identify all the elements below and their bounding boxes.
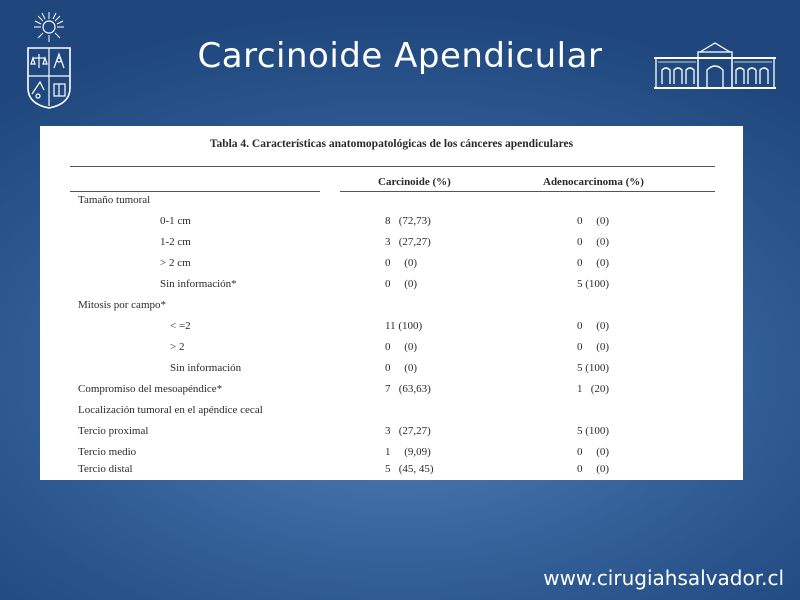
table-row	[40, 404, 743, 424]
adenocarcinoma-value: 5 (100)	[577, 425, 610, 437]
table-row	[40, 194, 743, 214]
table-row	[40, 299, 743, 319]
table-row	[40, 278, 743, 298]
row-label: > 2 cm	[160, 257, 191, 269]
adenocarcinoma-value: 1 (20)	[577, 383, 610, 395]
carcinoide-value: 7 (63,63)	[385, 383, 431, 395]
row-label: 0-1 cm	[160, 215, 191, 227]
carcinoide-value: 3 (27,27)	[385, 236, 431, 248]
table-row	[40, 341, 743, 361]
carcinoide-value: 8 (72,73)	[385, 215, 431, 227]
carcinoide-value: 1 (9,09)	[385, 446, 431, 458]
carcinoide-value: 5 (45, 45)	[385, 463, 434, 475]
row-label: Sin información*	[160, 278, 237, 290]
adenocarcinoma-value: 0 (0)	[577, 463, 610, 475]
carcinoide-value: 11 (100)	[385, 320, 423, 332]
table-row	[40, 236, 743, 256]
carcinoide-value: 0 (0)	[385, 362, 418, 374]
row-label: > 2	[170, 341, 185, 353]
table-row	[40, 362, 743, 382]
column-header-adenocarcinoma: Adenocarcinoma (%)	[543, 176, 644, 188]
table-caption: Tabla 4. Características anatomopatológicas de los cánceres apendiculares	[209, 138, 574, 150]
adenocarcinoma-value: 0 (0)	[577, 341, 610, 353]
row-label: Tercio distal	[78, 463, 133, 475]
table-header-rule	[340, 191, 715, 192]
adenocarcinoma-value: 5 (100)	[577, 278, 610, 290]
row-label: 1-2 cm	[160, 236, 191, 248]
table-row	[40, 215, 743, 235]
table-row	[40, 257, 743, 277]
adenocarcinoma-value: 0 (0)	[577, 215, 610, 227]
row-label: Localización tumoral en el apéndice cecal	[78, 404, 263, 416]
adenocarcinoma-value: 0 (0)	[577, 236, 610, 248]
carcinoide-value: 0 (0)	[385, 278, 418, 290]
carcinoide-value: 0 (0)	[385, 257, 418, 269]
row-label: Tamaño tumoral	[78, 194, 151, 206]
slide-title: Carcinoide Apendicular	[197, 36, 603, 76]
column-header-carcinoide: Carcinoide (%)	[378, 176, 451, 188]
carcinoide-value: 0 (0)	[385, 341, 418, 353]
row-label: Tercio proximal	[78, 425, 149, 437]
table-top-rule	[70, 166, 715, 167]
row-label: Sin información	[170, 362, 242, 374]
table-row	[40, 463, 743, 483]
row-label: Compromiso del mesoapéndice*	[78, 383, 223, 395]
adenocarcinoma-value: 0 (0)	[577, 320, 610, 332]
adenocarcinoma-value: 0 (0)	[577, 446, 610, 458]
table-image-panel	[40, 126, 743, 480]
website-url: www.cirugiahsalvador.cl	[543, 566, 784, 590]
adenocarcinoma-value: 5 (100)	[577, 362, 610, 374]
table-header-rule-left	[70, 191, 320, 192]
table-row	[40, 425, 743, 445]
carcinoide-value: 3 (27,27)	[385, 425, 431, 437]
table-row	[40, 320, 743, 340]
adenocarcinoma-value: 0 (0)	[577, 257, 610, 269]
table-row	[40, 383, 743, 403]
row-label: Mitosis por campo*	[78, 299, 166, 311]
row-label: Tercio medio	[78, 446, 137, 458]
hospital-building-icon	[652, 40, 778, 92]
row-label: < =2	[170, 320, 191, 332]
